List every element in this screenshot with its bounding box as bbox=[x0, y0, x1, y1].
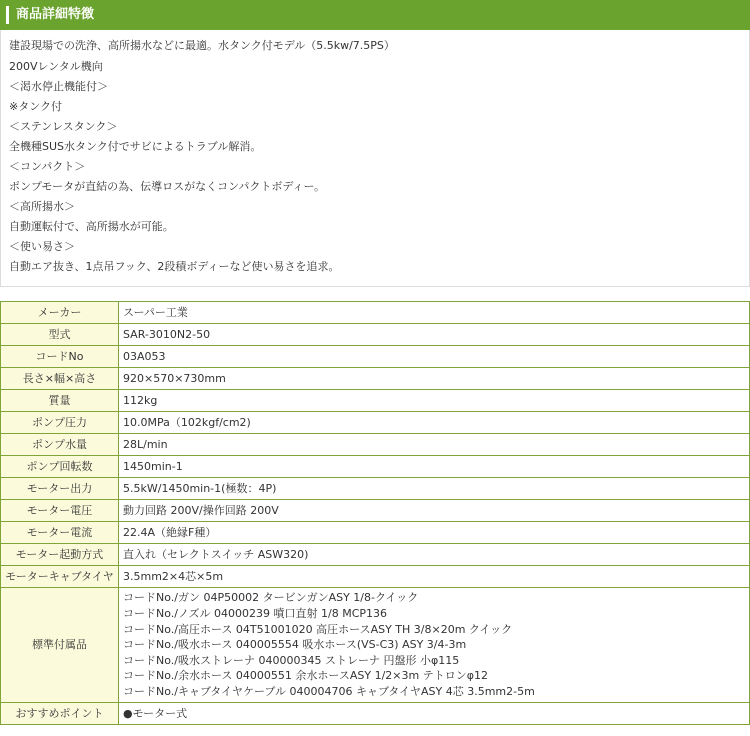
description-line: 全機種SUS水タンク付でサビによるトラブル解消。 bbox=[9, 140, 262, 153]
spec-row-maker bbox=[1, 302, 750, 324]
spec-row-code bbox=[1, 346, 750, 368]
spec-row-weight bbox=[1, 390, 750, 412]
description-line: 自動エア抜き、1点吊フック、2段積ボディーなど使い易さを追求。 bbox=[9, 260, 340, 273]
spec-value: 10.0MPa（102kgf/cm2) bbox=[119, 412, 750, 434]
spec-label: モーター起動方式 bbox=[1, 544, 119, 566]
description-line: 建設現場での洗浄、高所揚水などに最適。水タンク付モデル（5.5kw/7.5PS） bbox=[9, 39, 395, 52]
section-title: 商品詳細特徴 bbox=[16, 7, 95, 22]
description-line: ＜コンパクト＞ bbox=[9, 160, 86, 173]
spec-value: 112kg bbox=[119, 390, 750, 412]
spec-row-motor-start bbox=[1, 544, 750, 566]
spec-row-pump-rpm bbox=[1, 456, 750, 478]
accessories-list bbox=[119, 588, 750, 703]
spec-row-pump-pressure bbox=[1, 412, 750, 434]
spec-value: 5.5kW/1450min-1(極数：4P) bbox=[119, 478, 750, 500]
description-line: ＜高所揚水＞ bbox=[9, 200, 75, 213]
description-box bbox=[0, 30, 750, 287]
spec-label: 型式 bbox=[1, 324, 119, 346]
description-line: 200Vレンタル機向 bbox=[9, 60, 103, 73]
description-line: ポンプモータが直結の為、伝導ロスがなくコンパクトボディー。 bbox=[9, 180, 326, 193]
spec-value: 920×570×730mm bbox=[119, 368, 750, 390]
accessory-item: コードNo./ノズル 04000239 噴口直射 1/8 MCP136 bbox=[123, 607, 388, 621]
spec-value: 28L/min bbox=[119, 434, 750, 456]
spec-row-motor-cable bbox=[1, 566, 750, 588]
spec-row-motor-current bbox=[1, 522, 750, 544]
spec-row-recommend bbox=[1, 703, 750, 725]
accessory-item: コードNo./キャブタイヤケーブル 040004706 キャブタイヤASY 4芯 3.5mm2-5m bbox=[123, 684, 535, 698]
spec-value: 03A053 bbox=[119, 346, 750, 368]
description-line: 自動運転付で、高所揚水が可能。 bbox=[9, 220, 174, 233]
spec-label: 質量 bbox=[1, 390, 119, 412]
description-line: ＜渇水停止機能付＞ bbox=[9, 80, 108, 93]
spec-label: 標準付属品 bbox=[1, 588, 119, 703]
spec-row-pump-flow bbox=[1, 434, 750, 456]
accessory-item: コードNo./吸水ホース 040005554 吸水ホース(VS-C3) ASY 3/4-3m bbox=[123, 638, 467, 652]
spec-label: モーターキャブタイヤ bbox=[1, 566, 119, 588]
accessory-item: コードNo./余水ホース 04000551 余水ホースASY 1/2×3m テトロンφ12 bbox=[123, 669, 488, 683]
spec-value: 動力回路 200V/操作回路 200V bbox=[119, 500, 750, 522]
spec-label: おすすめポイント bbox=[1, 703, 119, 725]
accessory-item: コードNo./吸水ストレーナ 040000345 ストレーナ 円盤形 小φ115 bbox=[123, 653, 460, 667]
spec-row-dimensions bbox=[1, 368, 750, 390]
spec-label: コードNo bbox=[1, 346, 119, 368]
spec-row-accessories bbox=[1, 588, 750, 703]
header-accent-bar bbox=[6, 6, 9, 24]
description-line: ＜ステンレスタンク＞ bbox=[9, 120, 118, 133]
section-header bbox=[0, 0, 750, 30]
spec-label: モーター出力 bbox=[1, 478, 119, 500]
spec-value: ●モーター式 bbox=[119, 703, 750, 725]
spec-value: 3.5mm2×4芯×5m bbox=[119, 566, 750, 588]
spec-value: 1450min-1 bbox=[119, 456, 750, 478]
accessory-item: コードNo./高圧ホース 04T51001020 高圧ホースASY TH 3/8×20m クイック bbox=[123, 622, 513, 636]
spec-table bbox=[0, 301, 750, 725]
accessory-item: コードNo./ガン 04P50002 タービンガンASY 1/8-クイック bbox=[123, 591, 419, 605]
spec-label: メーカー bbox=[1, 302, 119, 324]
spec-value: 22.4A（絶縁F種） bbox=[119, 522, 750, 544]
description-line: ※タンク付 bbox=[9, 100, 62, 113]
spec-value: スーパー工業 bbox=[119, 302, 750, 324]
spec-row-motor-voltage bbox=[1, 500, 750, 522]
description-line: ＜使い易さ＞ bbox=[9, 240, 75, 253]
spec-label: ポンプ水量 bbox=[1, 434, 119, 456]
spec-value: 直入れ（セレクトスイッチ ASW320) bbox=[119, 544, 750, 566]
spec-row-model bbox=[1, 324, 750, 346]
spec-label: 長さ×幅×高さ bbox=[1, 368, 119, 390]
spec-label: ポンプ圧力 bbox=[1, 412, 119, 434]
spec-value: SAR-3010N2-50 bbox=[119, 324, 750, 346]
spec-row-motor-output bbox=[1, 478, 750, 500]
spec-label: ポンプ回転数 bbox=[1, 456, 119, 478]
spec-label: モーター電圧 bbox=[1, 500, 119, 522]
spec-label: モーター電流 bbox=[1, 522, 119, 544]
